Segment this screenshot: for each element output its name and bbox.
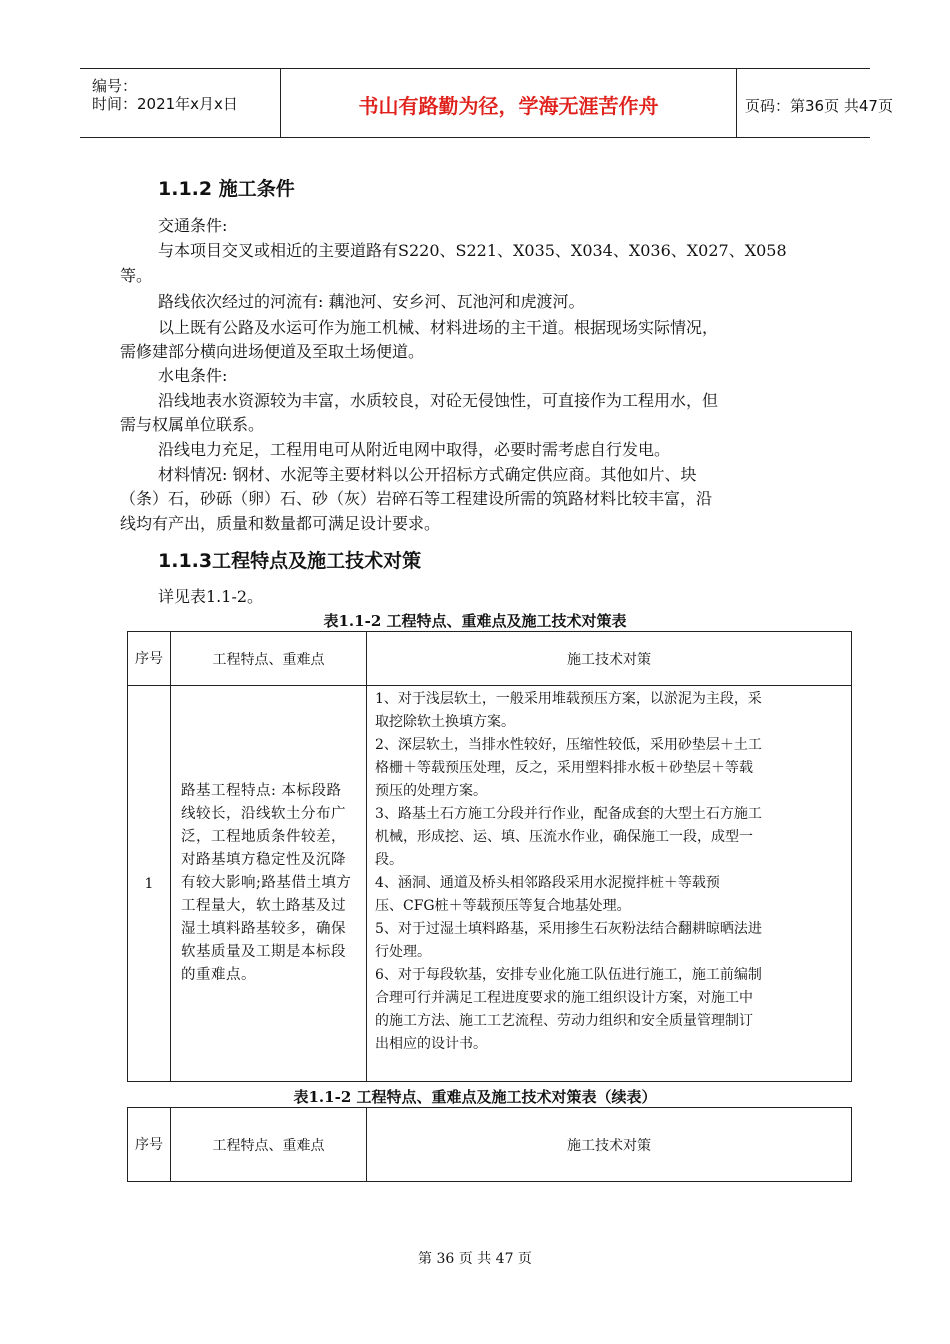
measure-line: 4、涵洞、通道及桥头相邻路段采用水泥搅拌桩＋等载预 [375, 875, 720, 891]
page-footer: 第 36 页 共 47 页 [418, 1251, 532, 1267]
row-measures [367, 686, 852, 1082]
paragraph-line: 路线依次经过的河流有: 藕池河、安乡河、瓦池河和虎渡河。 [158, 292, 585, 311]
header-meta-cell [80, 69, 280, 137]
paragraph-line: 线均有产出，质量和数量都可满足设计要求。 [120, 514, 441, 533]
table-caption: 表1.1-2 工程特点、重难点及施工技术对策表 [323, 612, 627, 630]
header-feature: 工程特点、重难点 [171, 632, 367, 686]
measure-line: 机械，形成挖、运、填、压流水作业，确保施工一段，成型一 [375, 829, 753, 845]
paragraph-line: 需修建部分横向进场便道及至取土场便道。 [120, 342, 425, 361]
row-feature: 路基工程特点: 本标段路线较长，沿线软土分布广泛，工程地质条件较差，对路基填方稳定性及沉降有较大影响;路基借土填方工程量大，软土路基及过湿土填料路基较多，确保软基质量及工期是本标段的重难点。 [171, 686, 367, 1082]
header-feature: 工程特点、重难点 [171, 1108, 367, 1182]
paragraph-line: 材料情况: 钢材、水泥等主要材料以公开招标方式确定供应商。其他如片、块 [158, 465, 697, 484]
header-measure: 施工技术对策 [367, 1108, 852, 1182]
header-motto-cell [280, 69, 737, 137]
table-caption-continued: 表1.1-2 工程特点、重难点及施工技术对策表（续表） [293, 1088, 657, 1106]
header-seq: 序号 [128, 1108, 171, 1182]
table-header-row [128, 1108, 852, 1182]
measure-line: 5、对于过湿土填料路基，采用掺生石灰粉法结合翻耕晾晒法进 [375, 921, 762, 937]
measure-line: 段。 [375, 852, 403, 868]
measure-line: 3、路基土石方施工分段并行作业，配备成套的大型土石方施工 [375, 806, 762, 822]
table-row [128, 686, 852, 1082]
paragraph-line: 等。 [120, 266, 153, 285]
paragraph-line: 需与权属单位联系。 [120, 415, 265, 434]
page-header [80, 68, 893, 138]
section-heading-113: 1.1.3工程特点及施工技术对策 [158, 550, 422, 572]
paragraph-line: 沿线电力充足，工程用电可从附近电网中取得，必要时需考虑自行发电。 [158, 440, 671, 459]
header-seq: 序号 [128, 632, 171, 686]
measure-line: 压、CFG桩＋等载预压等复合地基处理。 [375, 898, 631, 914]
serial-label: 编号： [92, 77, 138, 95]
paragraph-line: 沿线地表水资源较为丰富，水质较良，对砼无侵蚀性，可直接作为工程用水，但 [158, 391, 719, 410]
strategy-table [127, 631, 852, 1082]
header-page-cell [735, 69, 893, 137]
measure-line: 6、对于每段软基，安排专业化施工队伍进行施工，施工前编制 [375, 967, 762, 983]
table-reference: 详见表1.1-2。 [158, 587, 264, 606]
measure-line: 行处理。 [375, 944, 431, 960]
paragraph-line: 水电条件: [158, 366, 228, 385]
header-measure: 施工技术对策 [367, 632, 852, 686]
measure-line: 合理可行并满足工程进度要求的施工组织设计方案，对施工中 [375, 990, 753, 1006]
table-header-row [128, 632, 852, 686]
measure-line: 的施工方法、施工工艺流程、劳动力组织和安全质量管理制订 [375, 1013, 753, 1029]
date-line: 时间：2021年x月x日 [92, 95, 238, 113]
paragraph-line: （条）石，砂砾（卵）石、砂（灰）岩碎石等工程建设所需的筑路材料比较丰富，沿 [120, 489, 713, 508]
row-seq: 1 [128, 686, 171, 1082]
measure-line: 格栅＋等载预压处理，反之，采用塑料排水板＋砂垫层＋等载 [375, 760, 753, 776]
paragraph-line: 与本项目交叉或相近的主要道路有S220、S221、X035、X034、X036、X027、X058 [158, 241, 787, 260]
measure-line: 取挖除软土换填方案。 [375, 714, 515, 730]
measure-line: 1、对于浅层软土，一般采用堆载预压方案，以淤泥为主段，采 [375, 691, 762, 707]
measure-line: 预压的处理方案。 [375, 783, 487, 799]
header-page-info: 页码：第36页 共47页 [745, 97, 893, 115]
strategy-table-continued [127, 1107, 852, 1182]
measure-line: 出相应的设计书。 [375, 1036, 487, 1052]
motto: 书山有路勤为径，学海无涯苦作舟 [358, 94, 659, 118]
measure-line: 2、深层软土，当排水性较好，压缩性较低，采用砂垫层＋土工 [375, 737, 762, 753]
section-heading-112: 1.1.2 施工条件 [158, 178, 295, 200]
paragraph-line: 交通条件: [158, 216, 228, 235]
paragraph-line: 以上既有公路及水运可作为施工机械、材料进场的主干道。根据现场实际情况， [158, 318, 719, 337]
